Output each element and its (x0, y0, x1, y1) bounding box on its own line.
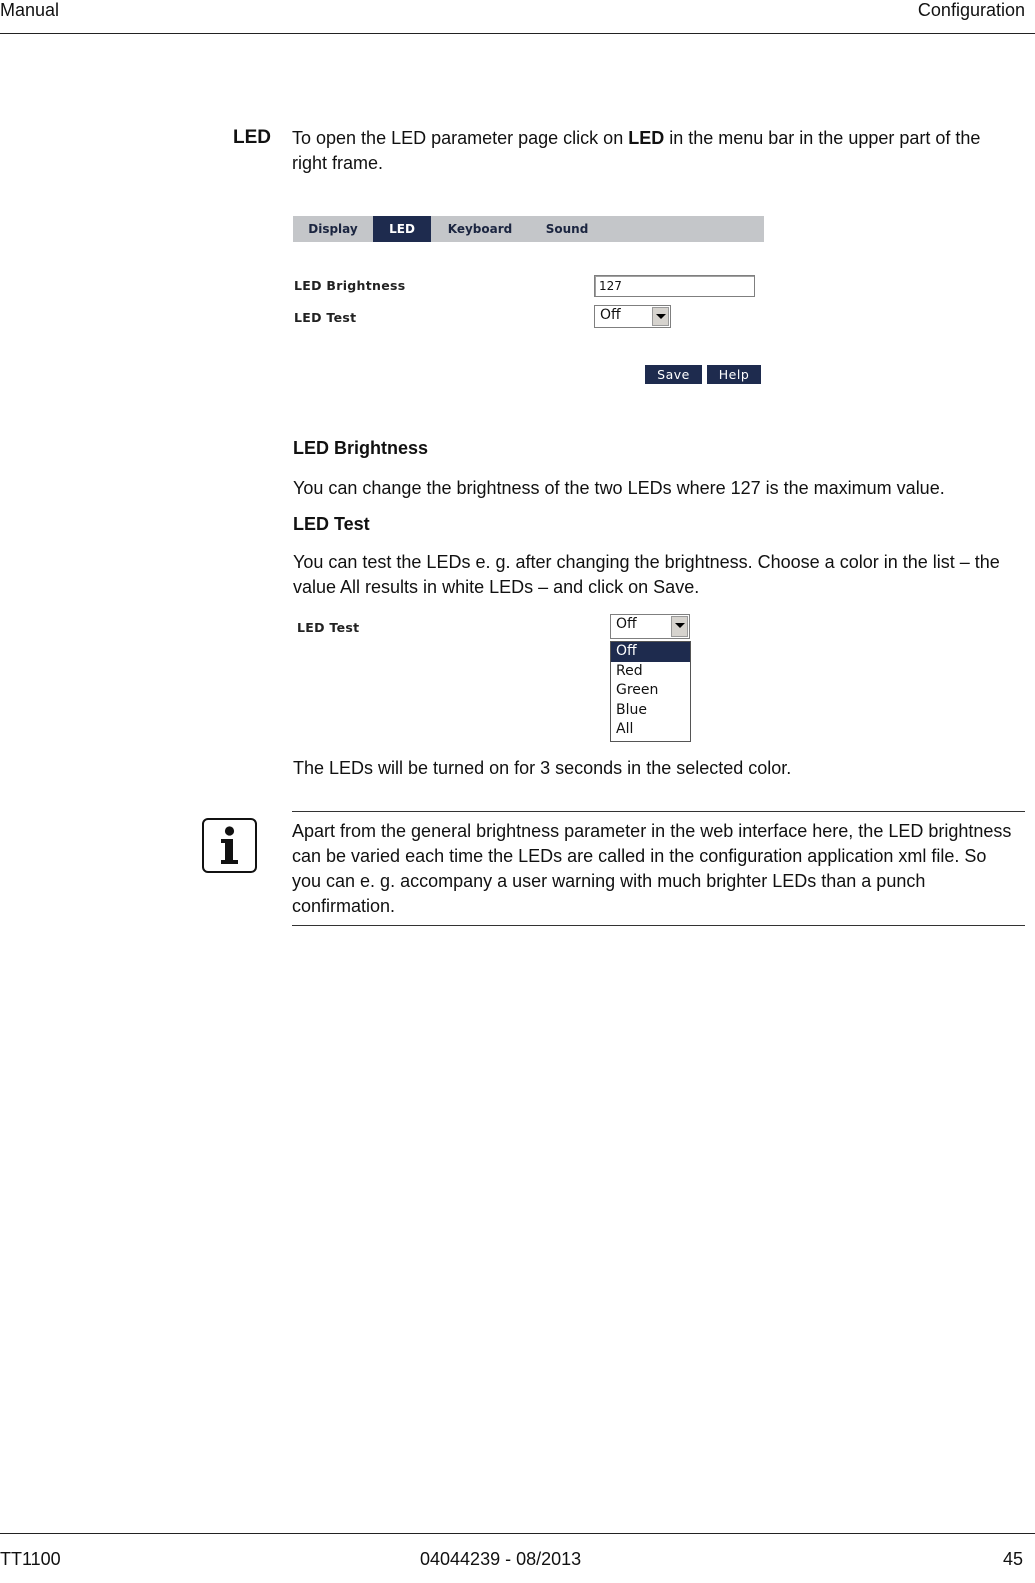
help-button[interactable]: Help (707, 365, 761, 384)
intro-text-start: To open the LED parameter page click on (292, 128, 629, 148)
header-manual: Manual (0, 0, 60, 20)
led-test-value: Off (600, 307, 621, 323)
intro-text-end: in the menu bar in the upper part of the right frame. (292, 128, 981, 173)
footer-doc-number: 04044239 - 08/2013 (420, 1549, 582, 1569)
led-test-select-open[interactable] (610, 614, 690, 639)
info-note-text: Apart from the general brightness parameter in the web interface here, the LED brightness can be varied each time the LEDs are called in the configuration application xml file. So you can e. g. accompany a user warning with much brighter LEDs than a punch confirmation. (292, 821, 1012, 916)
led-test-value-2: Off (616, 616, 637, 632)
led-test-options (610, 641, 691, 742)
info-icon (202, 818, 257, 873)
option-all[interactable]: All (616, 721, 634, 738)
intro-bold: LED (628, 128, 665, 148)
test-heading: LED Test (293, 514, 370, 534)
tab-keyboard[interactable]: Keyboard (447, 222, 513, 236)
led-test-label-2: LED Test (297, 620, 360, 635)
footer-product: TT1100 (0, 1549, 61, 1569)
menu-bar (293, 216, 764, 242)
led-test-select[interactable] (594, 305, 671, 328)
brightness-heading: LED Brightness (293, 438, 429, 458)
header-divider (0, 33, 1035, 34)
led-test-label: LED Test (294, 310, 357, 325)
option-green[interactable]: Green (616, 682, 659, 699)
option-blue[interactable]: Blue (616, 701, 647, 718)
tab-sound[interactable]: Sound (545, 222, 589, 236)
option-off[interactable]: Off (611, 642, 690, 662)
info-divider-bottom (292, 925, 1025, 926)
section-label: LED (233, 127, 271, 148)
header-section: Configuration (917, 0, 1025, 20)
footer-divider (0, 1533, 1035, 1534)
chevron-down-icon[interactable] (652, 307, 669, 326)
test-text: You can test the LEDs e. g. after changing the brightness. Choose a color in the list – the value All results in white LEDs – and click on Save. (293, 552, 1000, 597)
led-brightness-label: LED Brightness (294, 278, 406, 293)
save-button[interactable]: Save (645, 365, 702, 384)
tab-display[interactable]: Display (308, 222, 358, 236)
option-red[interactable]: Red (616, 662, 643, 679)
tab-led[interactable]: LED (373, 216, 431, 242)
info-divider-top (292, 811, 1025, 812)
led-brightness-input[interactable]: 127 (594, 275, 755, 297)
brightness-text: You can change the brightness of the two LEDs where 127 is the maximum value. (293, 478, 945, 498)
chevron-down-icon[interactable] (671, 616, 688, 637)
intro-paragraph (292, 126, 1017, 176)
footer-page-number: 45 (1002, 1549, 1023, 1569)
closing-text: The LEDs will be turned on for 3 seconds in the selected color. (293, 758, 792, 778)
